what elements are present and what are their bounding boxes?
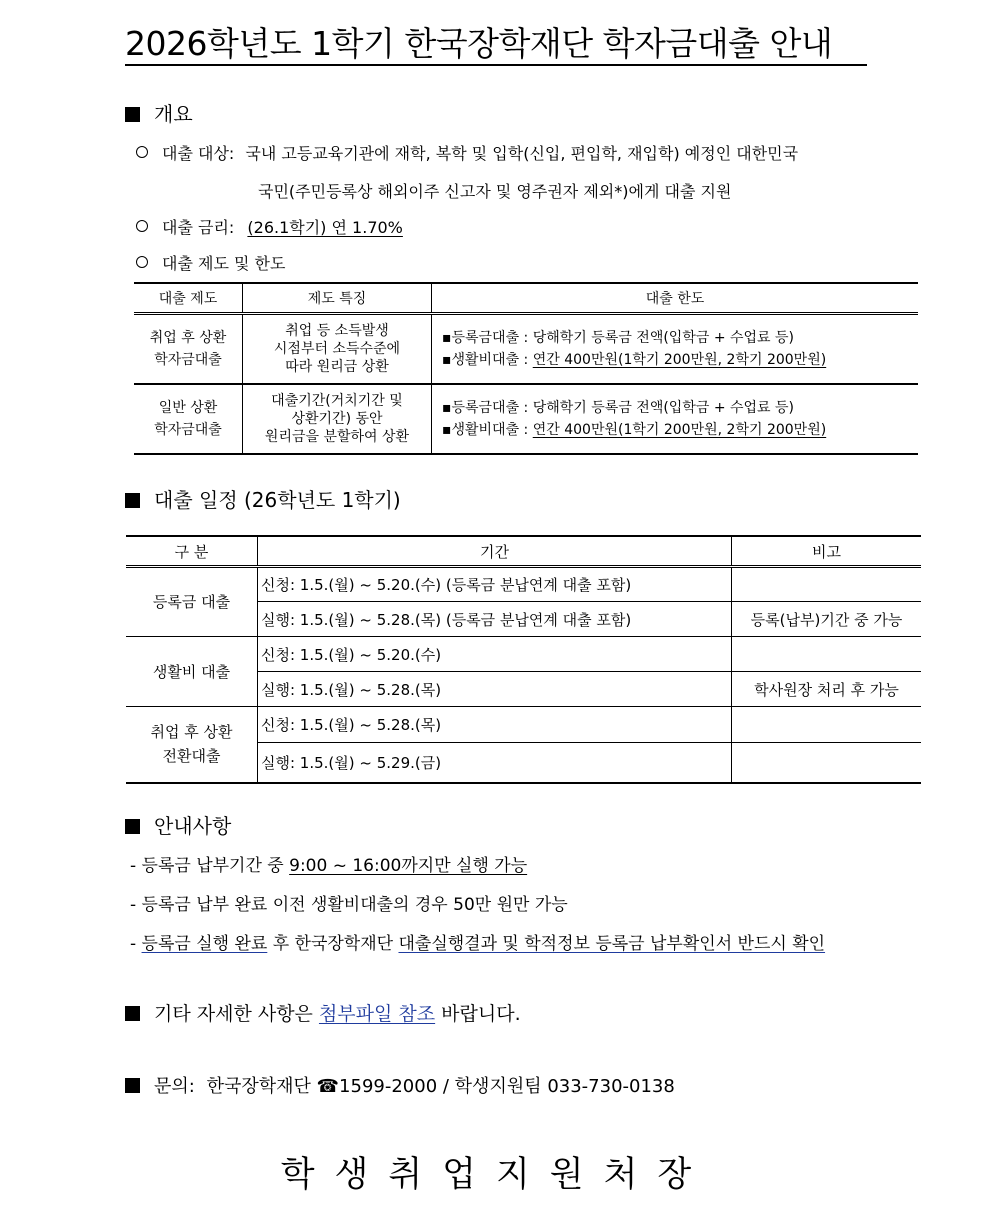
schedule-apply-period: 신청: 1.5.(월) ~ 5.20.(수) <box>258 637 732 672</box>
loan-rate-line <box>136 217 403 239</box>
loan-system-line: 대출 제도 및 한도 <box>136 253 285 275</box>
notice-item: - 등록금 실행 완료 후 한국장학재단 대출실행결과 및 학적정보 등록금 납부확인서 반드시 확인 <box>130 934 826 954</box>
loan-limit: ▪등록금대출 : 당해학기 등록금 전액(입학금 + 수업료 등) ▪생활비대출 : 연간 400만원(1학기 200만원, 2학기 200만원) <box>432 314 919 385</box>
square-bullet-icon <box>125 819 140 834</box>
loan-system-feature: 대출기간(거치기간 및 상환기간) 동안 원리금을 분할하여 상환 <box>243 384 432 454</box>
loan-target-label: 대출 대상: <box>162 144 235 163</box>
table-header: 구 분 <box>126 536 258 567</box>
square-bullet-icon <box>125 1078 140 1093</box>
schedule-note <box>732 567 922 602</box>
schedule-note: 등록(납부)기간 중 가능 <box>732 602 922 637</box>
issuer-signature: 학생취업지원처장 <box>280 1155 712 1195</box>
table-row <box>134 384 918 454</box>
table-header: 대출 한도 <box>432 283 919 314</box>
table-row <box>126 637 921 672</box>
loan-rate-label: 대출 금리: <box>162 218 235 237</box>
contact-label: 문의: <box>154 1076 195 1097</box>
schedule-note <box>732 743 922 783</box>
loan-system-name: 취업 후 상환 학자금대출 <box>134 314 243 385</box>
schedule-execute-period: 실행: 1.5.(월) ~ 5.28.(목) <box>258 672 732 707</box>
table-header: 기간 <box>258 536 732 567</box>
table-header: 제도 특징 <box>243 283 432 314</box>
notice-item: - 등록금 납부 완료 이전 생활비대출의 경우 50만 원만 가능 <box>130 895 568 915</box>
loan-system-name: 일반 상환 학자금대출 <box>134 384 243 454</box>
table-header-row <box>126 536 921 567</box>
section-contact <box>125 1074 675 1100</box>
loan-schedule-table <box>126 535 921 784</box>
notice-item: - 등록금 납부기간 중 9:00 ~ 16:00까지만 실행 가능 <box>130 856 528 876</box>
section-overview-heading: 개요 <box>125 101 193 127</box>
schedule-note <box>732 637 922 672</box>
schedule-execute-period: 실행: 1.5.(월) ~ 5.29.(금) <box>258 743 732 783</box>
loan-target-text: 국내 고등교육기관에 재학, 복학 및 입학(신입, 편입학, 재입학) 예정인 대한민국 <box>245 144 799 163</box>
schedule-group-name: 생활비 대출 <box>126 637 258 707</box>
schedule-group-name: 등록금 대출 <box>126 567 258 637</box>
table-row <box>126 567 921 602</box>
section-notice-heading: 안내사항 <box>125 813 231 839</box>
table-header: 비고 <box>732 536 922 567</box>
schedule-execute-period: 실행: 1.5.(월) ~ 5.28.(목) (등록금 분납연계 대출 포함) <box>258 602 732 637</box>
table-row <box>134 314 918 385</box>
schedule-group-name: 취업 후 상환 전환대출 <box>126 707 258 783</box>
loan-system-feature: 취업 등 소득발생 시점부터 소득수준에 따라 원리금 상환 <box>243 314 432 385</box>
schedule-apply-period: 신청: 1.5.(월) ~ 5.20.(수) (등록금 분납연계 대출 포함) <box>258 567 732 602</box>
schedule-apply-period: 신청: 1.5.(월) ~ 5.28.(목) <box>258 707 732 743</box>
loan-system-table <box>134 282 918 455</box>
circle-bullet-icon <box>136 146 148 158</box>
schedule-note <box>732 707 922 743</box>
table-header-row <box>134 283 918 314</box>
square-bullet-icon <box>125 107 140 122</box>
loan-target-text-2: 국민(주민등록상 해외이주 신고자 및 영주권자 제외*)에게 대출 지원 <box>258 182 732 201</box>
loan-target-line <box>136 143 798 165</box>
contact-text: 한국장학재단 ☎1599-2000 / 학생지원팀 033-730-0138 <box>206 1076 675 1097</box>
square-bullet-icon <box>125 1006 140 1021</box>
circle-bullet-icon <box>136 256 148 268</box>
schedule-note: 학사원장 처리 후 가능 <box>732 672 922 707</box>
section-other-heading: 기타 자세한 사항은 첨부파일 참조 바랍니다. <box>125 1001 521 1027</box>
table-row <box>126 707 921 743</box>
section-schedule-heading: 대출 일정 (26학년도 1학기) <box>125 487 401 513</box>
circle-bullet-icon <box>136 220 148 232</box>
loan-rate-value: (26.1학기) 연 1.70% <box>247 218 403 237</box>
attachment-link[interactable]: 첨부파일 참조 <box>318 1003 436 1025</box>
loan-limit: ▪등록금대출 : 당해학기 등록금 전액(입학금 + 수업료 등) ▪생활비대출 : 연간 400만원(1학기 200만원, 2학기 200만원) <box>432 384 919 454</box>
table-header: 대출 제도 <box>134 283 243 314</box>
square-bullet-icon <box>125 493 140 508</box>
page-title: 2026학년도 1학기 한국장학재단 학자금대출 안내 <box>125 24 867 66</box>
